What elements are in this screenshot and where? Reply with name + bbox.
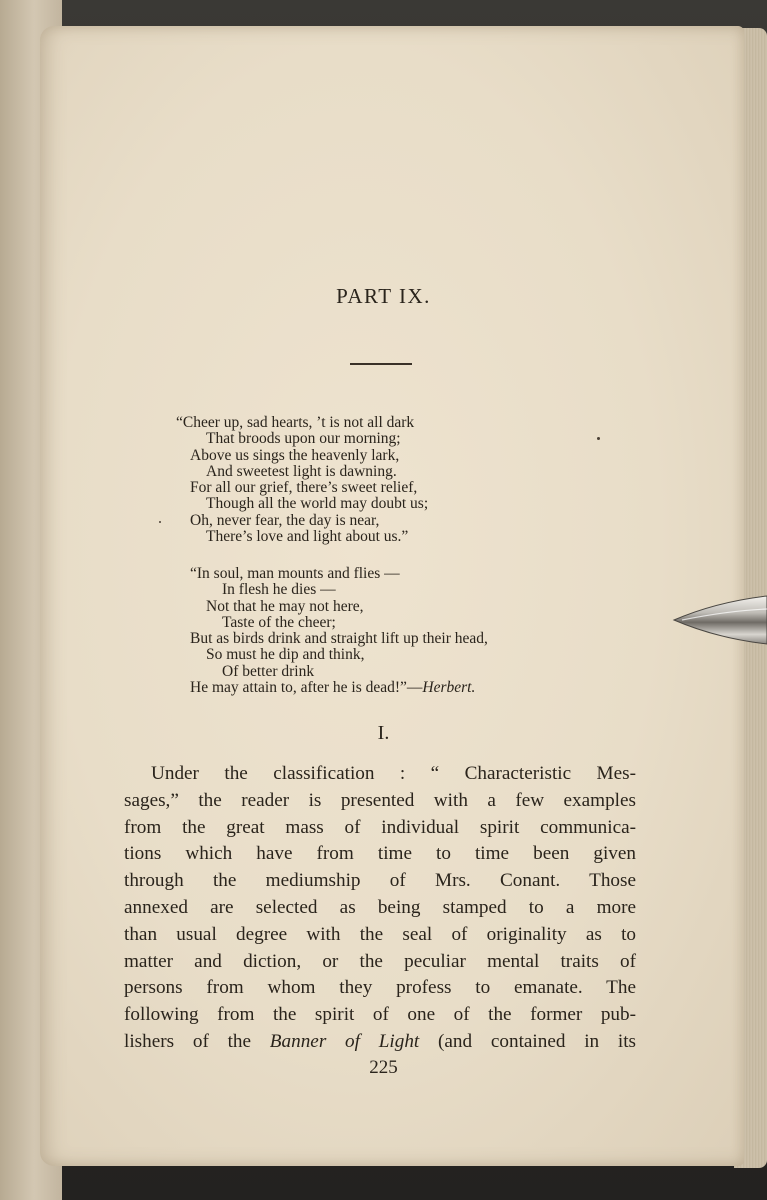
text-line: sages,” the reader is presented with a few examples — [124, 789, 636, 811]
ink-speck — [597, 437, 600, 440]
text-line: Under the classification : “ Characteristic Mes- — [151, 763, 636, 784]
epigraph-stanza-1 — [176, 415, 428, 545]
text-segment: lishers of the — [124, 1030, 252, 1052]
epigraph-stanza-2 — [190, 566, 488, 696]
text-segment: (and contained in its — [438, 1030, 637, 1052]
verse-line: Though all the world may doubt us; — [206, 495, 429, 513]
verse-line: Taste of the cheer; — [222, 613, 336, 631]
verse-line: Of better drink — [222, 662, 315, 680]
text-line: following from the spirit of one of the former pub- — [124, 1004, 636, 1026]
verse-line: In flesh he dies — — [222, 581, 336, 599]
body-paragraph — [124, 761, 636, 1056]
part-heading: PART IX. — [336, 284, 431, 308]
text-line: tions which have from time to time been given — [124, 843, 636, 865]
verse-line: Above us sings the heavenly lark, — [190, 446, 400, 464]
text-line: matter and diction, or the peculiar mental traits of — [124, 950, 636, 972]
verse-line: And sweetest light is dawning. — [206, 462, 397, 480]
metal-pointer-icon — [672, 594, 767, 646]
verse-line: “In soul, man mounts and flies — — [190, 565, 400, 582]
verse-line: Oh, never fear, the day is near, — [190, 511, 380, 529]
text-line: from the great mass of individual spirit communica- — [124, 816, 636, 838]
verse-line: For all our grief, there’s sweet relief, — [190, 479, 418, 497]
text-line: through the mediumship of Mrs. Conant. Those — [124, 870, 636, 892]
verse-line-last — [190, 680, 488, 696]
publication-title: Banner of Light — [269, 1030, 420, 1052]
heading-rule — [350, 363, 412, 365]
text-line: persons from whom they profess to emanate. The — [124, 977, 636, 999]
verse-line: “Cheer up, sad hearts, ’t is not all dark — [176, 414, 415, 431]
verse-line: But as birds drink and straight lift up their head, — [190, 630, 488, 648]
verse-line: Not that he may not here, — [206, 597, 364, 615]
section-numeral: I. — [377, 722, 390, 744]
text-line — [124, 1029, 636, 1056]
text-line: than usual degree with the seal of originality as to — [124, 923, 636, 945]
verse-line: So must he dip and think, — [206, 646, 365, 664]
attribution: Herbert. — [422, 679, 476, 697]
verse-line: There’s love and light about us.” — [206, 528, 409, 546]
ink-speck — [159, 521, 161, 523]
verse-line: That broods upon our morning; — [206, 430, 401, 448]
page-number: 225 — [369, 1057, 398, 1078]
verse-text: He may attain to, after he is dead!”— — [190, 679, 423, 697]
text-line: annexed are selected as being stamped to a more — [124, 896, 636, 918]
